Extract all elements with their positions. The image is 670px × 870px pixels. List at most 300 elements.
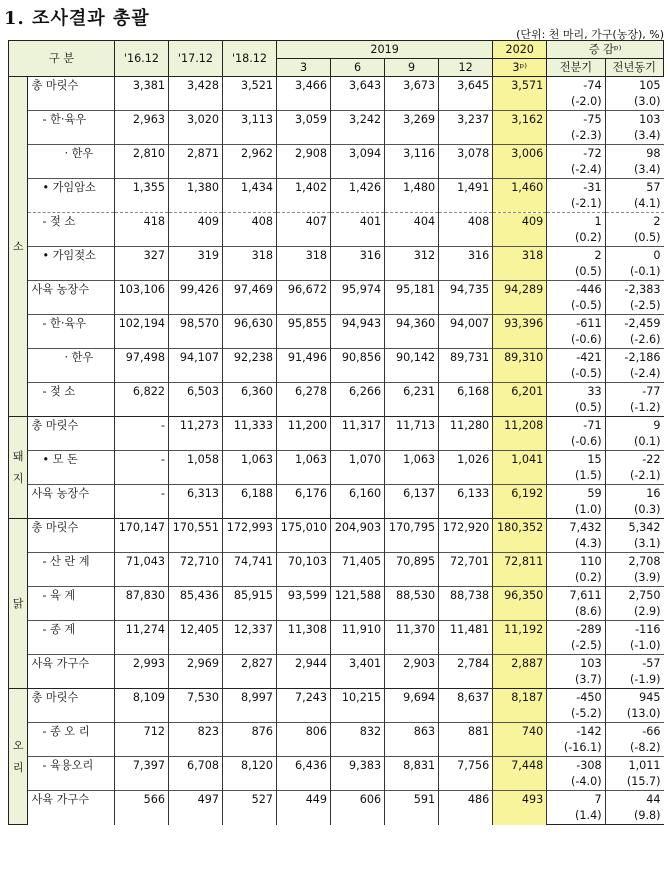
row-label: • 모 돈	[28, 451, 114, 485]
value-cell: 409	[168, 213, 222, 247]
change-pct-cell: (-16.1)	[547, 740, 605, 757]
value-cell: 6,176	[277, 485, 331, 519]
value-cell: 1,426	[331, 179, 385, 213]
change-pct-cell: (-2.6)	[629, 333, 661, 346]
value-cell: 6,137	[385, 485, 439, 519]
change-cell: -116	[605, 621, 663, 639]
value-cell: 3,078	[439, 145, 493, 179]
value-cell: 3,466	[277, 77, 331, 111]
row-label: - 종 오 리	[28, 723, 114, 757]
value-cell: 70,103	[277, 553, 331, 587]
value-cell: 3,645	[439, 77, 493, 111]
table-row	[9, 485, 664, 503]
value-cell: 876	[222, 723, 276, 757]
value-cell: 3,116	[385, 145, 439, 179]
value-cell: 881	[439, 723, 493, 757]
change-pct-cell: (0.1)	[633, 435, 661, 448]
change-pct-cell: (2.9)	[633, 605, 661, 618]
row-label: 총 마릿수	[28, 77, 114, 111]
value-cell: 180,352	[493, 519, 547, 553]
value-cell: 12,337	[222, 621, 276, 655]
change-pct-cell: (3.7)	[547, 672, 605, 689]
value-cell: 96,672	[277, 281, 331, 315]
row-label: - 종 계	[28, 621, 114, 655]
value-cell: 3,643	[331, 77, 385, 111]
value-cell: 2,827	[222, 655, 276, 689]
value-cell: 3,162	[493, 111, 547, 145]
table-row	[9, 519, 664, 537]
header-quarter: 3	[277, 59, 331, 77]
change-cell: 33	[547, 383, 605, 401]
change-pct-cell: (1.4)	[547, 808, 605, 825]
value-cell: 102,194	[114, 315, 168, 349]
value-cell: 99,426	[168, 281, 222, 315]
change-cell: 57	[605, 179, 663, 197]
value-cell: 318	[277, 247, 331, 281]
value-cell: 8,637	[439, 689, 493, 723]
change-pct-cell: (-1.2)	[629, 401, 661, 414]
value-cell: 6,278	[277, 383, 331, 417]
change-pct-cell: (4.3)	[547, 536, 605, 553]
value-cell: 11,308	[277, 621, 331, 655]
value-cell: 418	[114, 213, 168, 247]
change-cell: 16	[605, 485, 663, 503]
header-year-col: '18.12	[222, 41, 276, 77]
change-pct-cell: (-0.1)	[629, 265, 661, 278]
value-cell: 3,269	[385, 111, 439, 145]
change-pct-cell: (-1.0)	[629, 639, 661, 652]
row-label: • 가임암소	[28, 179, 114, 213]
value-cell: 71,043	[114, 553, 168, 587]
table-row	[9, 247, 664, 265]
value-cell: 2,903	[385, 655, 439, 689]
value-cell: 95,974	[331, 281, 385, 315]
value-cell: 11,713	[385, 417, 439, 451]
value-cell: 94,735	[439, 281, 493, 315]
value-cell: 88,530	[385, 587, 439, 621]
value-cell: 172,993	[222, 519, 276, 553]
change-pct-cell: (-2.1)	[629, 469, 661, 482]
change-pct-cell: (3.4)	[633, 163, 661, 176]
change-cell: 7,611	[547, 587, 605, 605]
row-label: · 한우	[28, 145, 114, 179]
change-pct-cell: (0.5)	[547, 400, 605, 417]
value-cell: 7,756	[439, 757, 493, 791]
value-cell: 6,192	[493, 485, 547, 519]
value-cell: 6,708	[168, 757, 222, 791]
value-cell: 72,701	[439, 553, 493, 587]
value-cell: 94,289	[493, 281, 547, 315]
group-label: 닭	[9, 519, 28, 689]
change-cell: 7,432	[547, 519, 605, 537]
change-cell: 5,342	[605, 519, 663, 537]
value-cell: 2,810	[114, 145, 168, 179]
table-row	[9, 383, 664, 401]
table-row	[9, 315, 664, 333]
table-row	[9, 655, 664, 673]
value-cell: 3,571	[493, 77, 547, 111]
change-cell: -611	[547, 315, 605, 333]
header-change: 증 감ᵖ⁾	[547, 41, 664, 59]
table-body	[9, 77, 664, 825]
value-cell: 7,448	[493, 757, 547, 791]
value-cell: 527	[222, 791, 276, 825]
row-label: 사육 농장수	[28, 281, 114, 315]
value-cell: 7,397	[114, 757, 168, 791]
change-pct-cell: (-2.3)	[547, 128, 605, 145]
change-cell: 110	[547, 553, 605, 571]
value-cell: 96,350	[493, 587, 547, 621]
value-cell: 606	[331, 791, 385, 825]
change-cell: -2,186	[605, 349, 663, 367]
change-cell: 945	[605, 689, 663, 707]
value-cell: 6,201	[493, 383, 547, 417]
value-cell: 3,020	[168, 111, 222, 145]
table-row	[9, 111, 664, 129]
value-cell: 11,192	[493, 621, 547, 655]
value-cell: 486	[439, 791, 493, 825]
value-cell: 11,910	[331, 621, 385, 655]
table-row	[9, 77, 664, 95]
value-cell: 172,920	[439, 519, 493, 553]
change-cell: -2,383	[605, 281, 663, 299]
value-cell: 1,063	[222, 451, 276, 485]
value-cell: 8,997	[222, 689, 276, 723]
value-cell: 316	[439, 247, 493, 281]
change-cell: 2	[547, 247, 605, 265]
table-row	[9, 179, 664, 197]
value-cell: 312	[385, 247, 439, 281]
change-pct-cell: (-2.4)	[629, 367, 661, 380]
value-cell: 8,831	[385, 757, 439, 791]
value-cell: 1,460	[493, 179, 547, 213]
table-row	[9, 621, 664, 639]
value-cell: 318	[493, 247, 547, 281]
value-cell: 11,274	[114, 621, 168, 655]
change-pct-cell: (0.3)	[633, 503, 661, 516]
value-cell: 404	[385, 213, 439, 247]
change-cell: -66	[605, 723, 663, 741]
row-label: · 한우	[28, 349, 114, 383]
value-cell: 3,521	[222, 77, 276, 111]
value-cell: 409	[493, 213, 547, 247]
change-cell: -308	[547, 757, 605, 775]
table-row	[9, 213, 664, 231]
header-quarter: 12	[439, 59, 493, 77]
value-cell: 493	[493, 791, 547, 825]
value-cell: 3,673	[385, 77, 439, 111]
value-cell: 170,147	[114, 519, 168, 553]
value-cell: 2,944	[277, 655, 331, 689]
row-label: - 젖 소	[28, 383, 114, 417]
value-cell: 10,215	[331, 689, 385, 723]
change-cell: 0	[605, 247, 663, 265]
change-cell: -57	[605, 655, 663, 673]
value-cell: 11,370	[385, 621, 439, 655]
value-cell: 94,943	[331, 315, 385, 349]
row-label: - 산 란 계	[28, 553, 114, 587]
value-cell: 566	[114, 791, 168, 825]
value-cell: 72,811	[493, 553, 547, 587]
change-cell: 103	[547, 655, 605, 673]
value-cell: 1,491	[439, 179, 493, 213]
value-cell: 11,208	[493, 417, 547, 451]
value-cell: 316	[331, 247, 385, 281]
value-cell: 2,887	[493, 655, 547, 689]
value-cell: 87,830	[114, 587, 168, 621]
value-cell: 8,120	[222, 757, 276, 791]
header-2020: 2020	[493, 41, 547, 59]
value-cell: 11,481	[439, 621, 493, 655]
value-cell: 1,041	[493, 451, 547, 485]
value-cell: 2,969	[168, 655, 222, 689]
change-pct-cell: (-1.9)	[629, 673, 661, 686]
table-row	[9, 417, 664, 435]
value-cell: 170,551	[168, 519, 222, 553]
header-quarter: 6	[331, 59, 385, 77]
value-cell: 9,694	[385, 689, 439, 723]
change-cell: 2	[605, 213, 663, 231]
value-cell: 12,405	[168, 621, 222, 655]
change-cell: 15	[547, 451, 605, 469]
group-label: 돼지	[9, 417, 28, 519]
summary-table	[8, 40, 664, 825]
value-cell: 6,503	[168, 383, 222, 417]
row-label: 총 마릿수	[28, 519, 114, 553]
value-cell: 95,181	[385, 281, 439, 315]
change-cell: 59	[547, 485, 605, 503]
change-cell: -31	[547, 179, 605, 197]
value-cell: 1,058	[168, 451, 222, 485]
change-cell: -289	[547, 621, 605, 639]
value-cell: 1,063	[277, 451, 331, 485]
value-cell: 6,188	[222, 485, 276, 519]
value-cell: -	[114, 417, 168, 451]
value-cell: 2,908	[277, 145, 331, 179]
value-cell: 712	[114, 723, 168, 757]
value-cell: 6,436	[277, 757, 331, 791]
value-cell: 94,007	[439, 315, 493, 349]
change-pct-cell: (-0.5)	[547, 298, 605, 315]
unit-note: (단위: 천 마리, 가구(농장), %)	[516, 28, 664, 41]
change-cell: 105	[605, 77, 663, 95]
change-pct-cell: (0.2)	[547, 570, 605, 587]
change-pct-cell: (1.5)	[547, 468, 605, 485]
table-row	[9, 281, 664, 299]
value-cell: 170,795	[385, 519, 439, 553]
change-pct-cell: (1.0)	[547, 502, 605, 519]
value-cell: 497	[168, 791, 222, 825]
value-cell: 3,381	[114, 77, 168, 111]
change-pct-cell: (0.5)	[633, 231, 661, 244]
value-cell: 92,238	[222, 349, 276, 383]
value-cell: 3,242	[331, 111, 385, 145]
value-cell: -	[114, 451, 168, 485]
value-cell: 3,059	[277, 111, 331, 145]
change-cell: -74	[547, 77, 605, 95]
value-cell: 591	[385, 791, 439, 825]
row-label: - 육 계	[28, 587, 114, 621]
value-cell: 97,469	[222, 281, 276, 315]
change-cell: -421	[547, 349, 605, 367]
value-cell: 11,200	[277, 417, 331, 451]
value-cell: 175,010	[277, 519, 331, 553]
group-label: 소	[9, 77, 28, 417]
value-cell: 74,741	[222, 553, 276, 587]
change-pct-cell: (4.1)	[633, 197, 661, 210]
header-category: 구 분	[9, 41, 115, 77]
value-cell: 204,903	[331, 519, 385, 553]
change-cell: 1,011	[605, 757, 663, 775]
value-cell: 401	[331, 213, 385, 247]
change-pct-cell: (0.5)	[547, 264, 605, 281]
change-cell: -71	[547, 417, 605, 435]
value-cell: 11,273	[168, 417, 222, 451]
value-cell: 6,168	[439, 383, 493, 417]
table-row	[9, 587, 664, 605]
value-cell: 7,243	[277, 689, 331, 723]
table-row	[9, 553, 664, 571]
value-cell: 11,280	[439, 417, 493, 451]
value-cell: 6,266	[331, 383, 385, 417]
change-pct-cell: (-2.1)	[547, 196, 605, 213]
value-cell: 94,360	[385, 315, 439, 349]
change-pct-cell: (-2.5)	[629, 299, 661, 312]
value-cell: 2,993	[114, 655, 168, 689]
value-cell: 91,496	[277, 349, 331, 383]
value-cell: 2,784	[439, 655, 493, 689]
value-cell: 6,822	[114, 383, 168, 417]
header-year-col: '16.12	[114, 41, 168, 77]
table-row	[9, 689, 664, 707]
value-cell: 6,160	[331, 485, 385, 519]
value-cell: -	[114, 485, 168, 519]
change-pct-cell: (9.8)	[605, 808, 663, 825]
value-cell: 89,731	[439, 349, 493, 383]
value-cell: 449	[277, 791, 331, 825]
change-pct-cell: (-0.5)	[547, 366, 605, 383]
value-cell: 72,710	[168, 553, 222, 587]
value-cell: 88,738	[439, 587, 493, 621]
row-label: • 가임젖소	[28, 247, 114, 281]
header-quarter: 9	[385, 59, 439, 77]
header-quarter-2020: 3ᵖ⁾	[493, 59, 547, 77]
row-label: 사육 농장수	[28, 485, 114, 519]
value-cell: 740	[493, 723, 547, 757]
value-cell: 11,333	[222, 417, 276, 451]
value-cell: 1,402	[277, 179, 331, 213]
value-cell: 407	[277, 213, 331, 247]
group-label: 오리	[9, 689, 28, 825]
value-cell: 1,480	[385, 179, 439, 213]
change-pct-cell: (3.1)	[633, 537, 661, 550]
page-title: 1. 조사결과 총괄	[4, 8, 150, 29]
value-cell: 121,588	[331, 587, 385, 621]
value-cell: 863	[385, 723, 439, 757]
row-label: - 육용오리	[28, 757, 114, 791]
value-cell: 1,070	[331, 451, 385, 485]
change-pct-cell: (-2.0)	[547, 94, 605, 111]
header-prev-quarter: 전분기	[547, 59, 605, 77]
value-cell: 2,963	[114, 111, 168, 145]
value-cell: 3,428	[168, 77, 222, 111]
value-cell: 3,094	[331, 145, 385, 179]
row-label: 사육 가구수	[28, 655, 114, 689]
change-cell: -446	[547, 281, 605, 299]
row-label: 총 마릿수	[28, 417, 114, 451]
value-cell: 806	[277, 723, 331, 757]
value-cell: 408	[222, 213, 276, 247]
table-row	[9, 757, 664, 775]
value-cell: 1,026	[439, 451, 493, 485]
value-cell: 6,313	[168, 485, 222, 519]
change-cell: 44	[605, 791, 663, 809]
change-cell: 103	[605, 111, 663, 129]
change-cell: 2,750	[605, 587, 663, 605]
table-row	[9, 349, 664, 367]
value-cell: 9,383	[331, 757, 385, 791]
value-cell: 408	[439, 213, 493, 247]
change-pct-cell: (0.2)	[547, 230, 605, 247]
change-cell: 2,708	[605, 553, 663, 571]
value-cell: 85,915	[222, 587, 276, 621]
header-prev-year: 전년동기	[605, 59, 663, 77]
header-year-col: '17.12	[168, 41, 222, 77]
value-cell: 8,187	[493, 689, 547, 723]
value-cell: 71,405	[331, 553, 385, 587]
value-cell: 3,237	[439, 111, 493, 145]
header-2019: 2019	[277, 41, 493, 59]
table-row	[9, 145, 664, 163]
value-cell: 3,006	[493, 145, 547, 179]
value-cell: 3,113	[222, 111, 276, 145]
change-cell: 1	[547, 213, 605, 231]
value-cell: 98,570	[168, 315, 222, 349]
value-cell: 6,133	[439, 485, 493, 519]
row-label: - 한·육우	[28, 315, 114, 349]
change-pct-cell: (-2.4)	[547, 162, 605, 179]
change-pct-cell: (-5.2)	[547, 706, 605, 723]
change-cell: -77	[605, 383, 663, 401]
change-pct-cell: (13.0)	[626, 707, 661, 720]
value-cell: 70,895	[385, 553, 439, 587]
value-cell: 93,396	[493, 315, 547, 349]
change-pct-cell: (-0.6)	[547, 434, 605, 451]
value-cell: 89,310	[493, 349, 547, 383]
value-cell: 85,436	[168, 587, 222, 621]
row-label: 사육 가구수	[28, 791, 114, 825]
change-pct-cell: (-4.0)	[547, 774, 605, 791]
change-cell: -72	[547, 145, 605, 163]
change-pct-cell: (-2.5)	[547, 638, 605, 655]
table-row	[9, 723, 664, 741]
row-label: - 한·육우	[28, 111, 114, 145]
table-row	[9, 451, 664, 469]
value-cell: 95,855	[277, 315, 331, 349]
value-cell: 832	[331, 723, 385, 757]
value-cell: 6,360	[222, 383, 276, 417]
value-cell: 8,109	[114, 689, 168, 723]
change-pct-cell: (-0.6)	[547, 332, 605, 349]
change-cell: 7	[547, 791, 605, 809]
value-cell: 318	[222, 247, 276, 281]
value-cell: 93,599	[277, 587, 331, 621]
value-cell: 90,856	[331, 349, 385, 383]
value-cell: 97,498	[114, 349, 168, 383]
change-cell: -2,459	[605, 315, 663, 333]
value-cell: 7,530	[168, 689, 222, 723]
change-pct-cell: (15.7)	[626, 775, 661, 788]
